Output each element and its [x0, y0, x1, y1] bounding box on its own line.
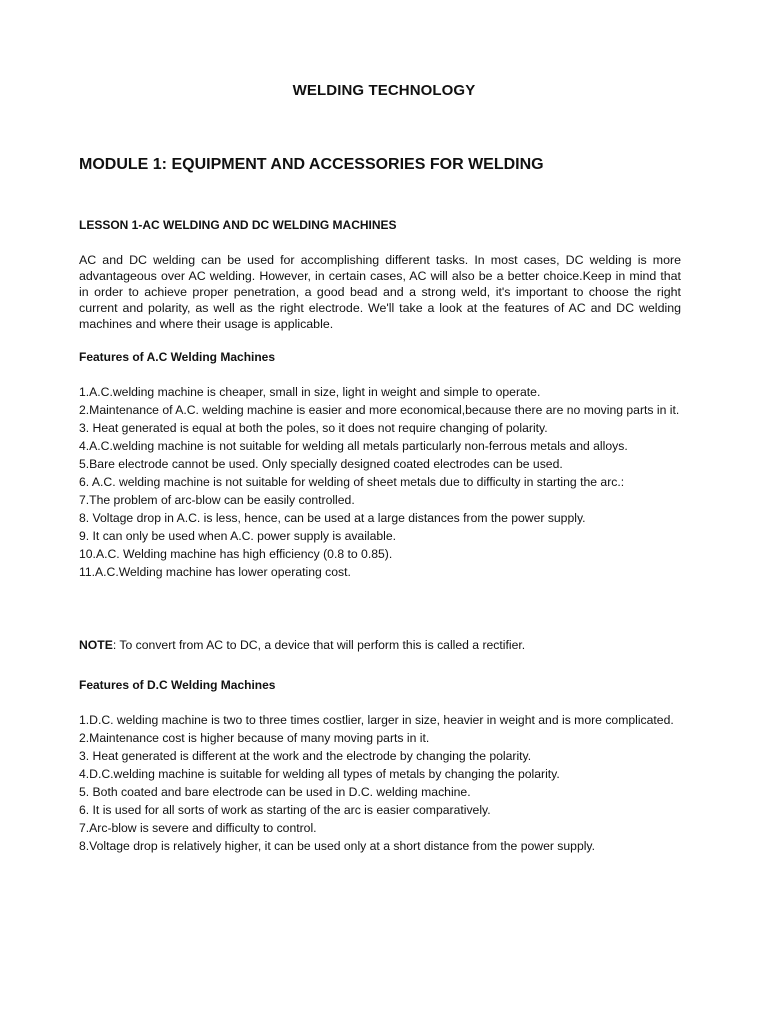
document-title: WELDING TECHNOLOGY	[292, 82, 476, 99]
list-item: 3. Heat generated is different at the work and the electrode by changing the polarity.	[79, 749, 532, 763]
list-item: 5.Bare electrode cannot be used. Only specially designed coated electrodes can be used.	[79, 457, 563, 471]
dc-features-heading: Features of D.C Welding Machines	[79, 678, 276, 692]
note-body: : To convert from AC to DC, a device that will perform this is called a rectifier.	[112, 638, 526, 652]
list-item: 4.A.C.welding machine is not suitable for welding all metals particularly non-ferrous metals and alloys.	[79, 439, 628, 453]
ac-features-list	[79, 383, 683, 581]
list-item: 6. A.C. welding machine is not suitable for welding of sheet metals due to difficulty in starting the arc.:	[79, 475, 625, 489]
list-item: 8.Voltage drop is relatively higher, it can be used only at a short distance from the power supply.	[79, 839, 596, 853]
note-label: NOTE	[79, 638, 113, 652]
list-item: 8. Voltage drop in A.C. is less, hence, can be used at a large distances from the power supply.	[79, 511, 586, 525]
list-item: 3. Heat generated is equal at both the poles, so it does not require changing of polarity.	[79, 421, 548, 435]
list-item: 11.A.C.Welding machine has lower operating cost.	[79, 565, 351, 579]
list-item: 1.A.C.welding machine is cheaper, small in size, light in weight and simple to operate.	[79, 385, 541, 399]
list-item: 9. It can only be used when A.C. power supply is available.	[79, 529, 397, 543]
dc-features-list	[79, 711, 683, 855]
list-item: 2.Maintenance of A.C. welding machine is easier and more economical,because there are no moving parts in it.	[79, 403, 680, 417]
list-item: 6. It is used for all sorts of work as starting of the arc is easier comparatively.	[79, 803, 491, 817]
list-item: 5. Both coated and bare electrode can be used in D.C. welding machine.	[79, 785, 471, 799]
list-item: 4.D.C.welding machine is suitable for welding all types of metals by changing the polarity.	[79, 767, 560, 781]
list-item: 7.Arc-blow is severe and difficulty to control.	[79, 821, 317, 835]
list-item: 10.A.C. Welding machine has high efficiency (0.8 to 0.85).	[79, 547, 393, 561]
list-item: 2.Maintenance cost is higher because of many moving parts in it.	[79, 731, 430, 745]
list-item: 7.The problem of arc-blow can be easily controlled.	[79, 493, 355, 507]
list-item: 1.D.C. welding machine is two to three times costlier, larger in size, heavier in weight and is more complicated.	[79, 713, 674, 727]
lesson-title: LESSON 1-AC WELDING AND DC WELDING MACHINES	[79, 218, 397, 232]
note-text	[79, 638, 525, 652]
ac-features-heading: Features of A.C Welding Machines	[79, 350, 276, 364]
module-title: MODULE 1: EQUIPMENT AND ACCESSORIES FOR WELDING	[79, 156, 544, 173]
intro-paragraph: AC and DC welding can be used for accomplishing different tasks. In most cases, DC welding is more advantageous over AC welding. However, in certain cases, AC will also be a better choice.Keep in mind that in order to achieve proper penetration, a good bead and a strong weld, it's important to choose the right current and polarity, as well as the right electrode. We'll take a look at the features of AC and DC welding machines and where their usage is applicable.	[79, 253, 681, 331]
